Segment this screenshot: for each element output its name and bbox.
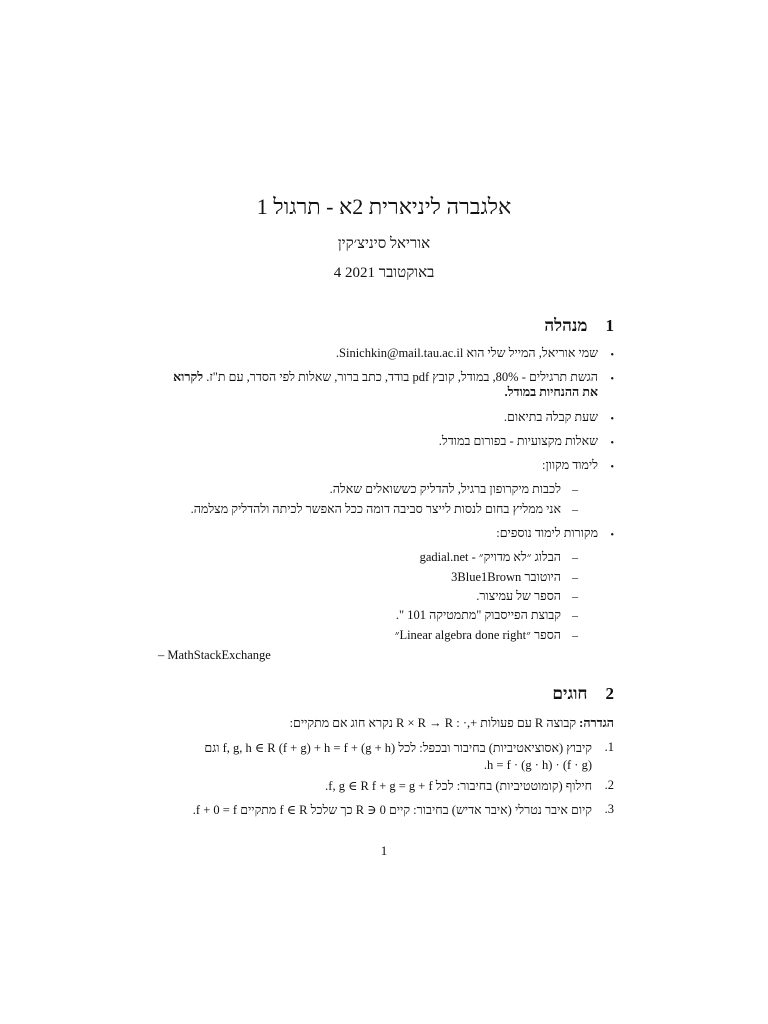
- ring-axiom: [152, 740, 592, 774]
- axiom-line: קיבוץ (אסוציאטיביות) בחיבור ובכפל: לכל f, g, h ∈ R (f + g) + h = f + (g + h) וגם: [204, 741, 592, 755]
- resource-item-ltr: – MathStackExchange: [158, 648, 271, 662]
- section-number: 1: [605, 316, 614, 335]
- admin-item-office-hours: שעת קבלה בתיאום.: [503, 410, 598, 424]
- submission-bold-line2: את ההנחיות במודל.: [504, 385, 598, 399]
- admin-item-online: לימוד מקוון:: [541, 458, 598, 472]
- dash-icon: –: [572, 550, 578, 564]
- submission-bold: לקרוא: [173, 370, 204, 384]
- bullet-icon: •: [610, 374, 614, 385]
- definition-text: קבוצה R עם פעולות +,· : R × R → R נקרא חוג אם מתקיים:: [289, 716, 577, 730]
- resource-item: היוטובר 3Blue1Brown: [451, 570, 561, 584]
- ring-axiom: [152, 778, 592, 795]
- dash-icon: –: [572, 589, 578, 603]
- resource-item: הספר של עמיצור.: [476, 589, 561, 603]
- dash-icon: –: [572, 502, 578, 516]
- enum-number: 3.: [604, 802, 614, 816]
- axiom-line: (f · g) · h = f · (g · h).: [483, 758, 592, 772]
- axiom-line: חילוף (קומוטטיביות) בחיבור: לכל f, g ∈ R f + g = g + f.: [325, 779, 592, 793]
- bullet-icon: •: [610, 438, 614, 449]
- ring-definition: [154, 716, 614, 731]
- document-date: 4 באוקטובר 2021: [333, 265, 435, 281]
- resource-item: קבוצת הפייסבוק "מתמטיקה 101 ".: [395, 608, 561, 622]
- bullet-icon: •: [610, 414, 614, 425]
- admin-item-forum: שאלות מקצועיות - בפורום במודל.: [438, 434, 598, 448]
- online-sub-item: אני ממליץ בחום לנסות לייצר סביבה דומה ככל האפשר לכיתה ולהדליק מצלמה.: [190, 502, 561, 516]
- axiom-line: קיום איבר נטרלי (איבר אדיש) בחיבור: קיים 0 ∈ R כך שלכל f ∈ R מתקיים f + 0 = f.: [192, 803, 592, 817]
- bullet-icon: •: [610, 462, 614, 473]
- section-number: 2: [605, 684, 614, 703]
- resource-item: הבלוג ״לא מדויק״ - gadial.net: [419, 550, 561, 564]
- admin-item-contact: שמי אוריאל, המייל שלי הוא Sinichkin@mail.tau.ac.il.: [335, 346, 598, 360]
- enum-number: 1.: [604, 740, 614, 754]
- section-title: מנהלה: [544, 316, 588, 335]
- page-number: 1: [380, 843, 388, 858]
- enum-number: 2.: [604, 778, 614, 792]
- dash-icon: –: [572, 628, 578, 642]
- section-title: חוגים: [552, 684, 588, 703]
- admin-item-resources: מקורות לימוד נוספים:: [496, 526, 598, 540]
- admin-item-submission: [158, 370, 598, 400]
- ring-axiom: [152, 802, 592, 819]
- document-title: אלגברה ליניארית 2א - תרגול 1: [256, 194, 512, 219]
- section-heading-rings: [552, 684, 614, 704]
- online-sub-item: לכבות מיקרופון ברגיל, להדליק כששואלים שאלה.: [329, 482, 561, 496]
- author-name: אוריאל סיניצ׳קין: [337, 236, 431, 252]
- dash-icon: –: [572, 482, 578, 496]
- definition-label: הגדרה:: [579, 716, 614, 730]
- dash-icon: –: [572, 608, 578, 622]
- submission-text: הגשת תרגילים - 80%, במודל, קובץ pdf בודד, כתב ברור, שאלות לפי הסדר, עם ת"ז.: [206, 370, 598, 384]
- resource-item: הספר ״Linear algebra done right״: [394, 628, 561, 642]
- bullet-icon: •: [610, 530, 614, 541]
- section-heading-admin: [544, 316, 614, 336]
- dash-icon: –: [572, 570, 578, 584]
- bullet-icon: •: [610, 350, 614, 361]
